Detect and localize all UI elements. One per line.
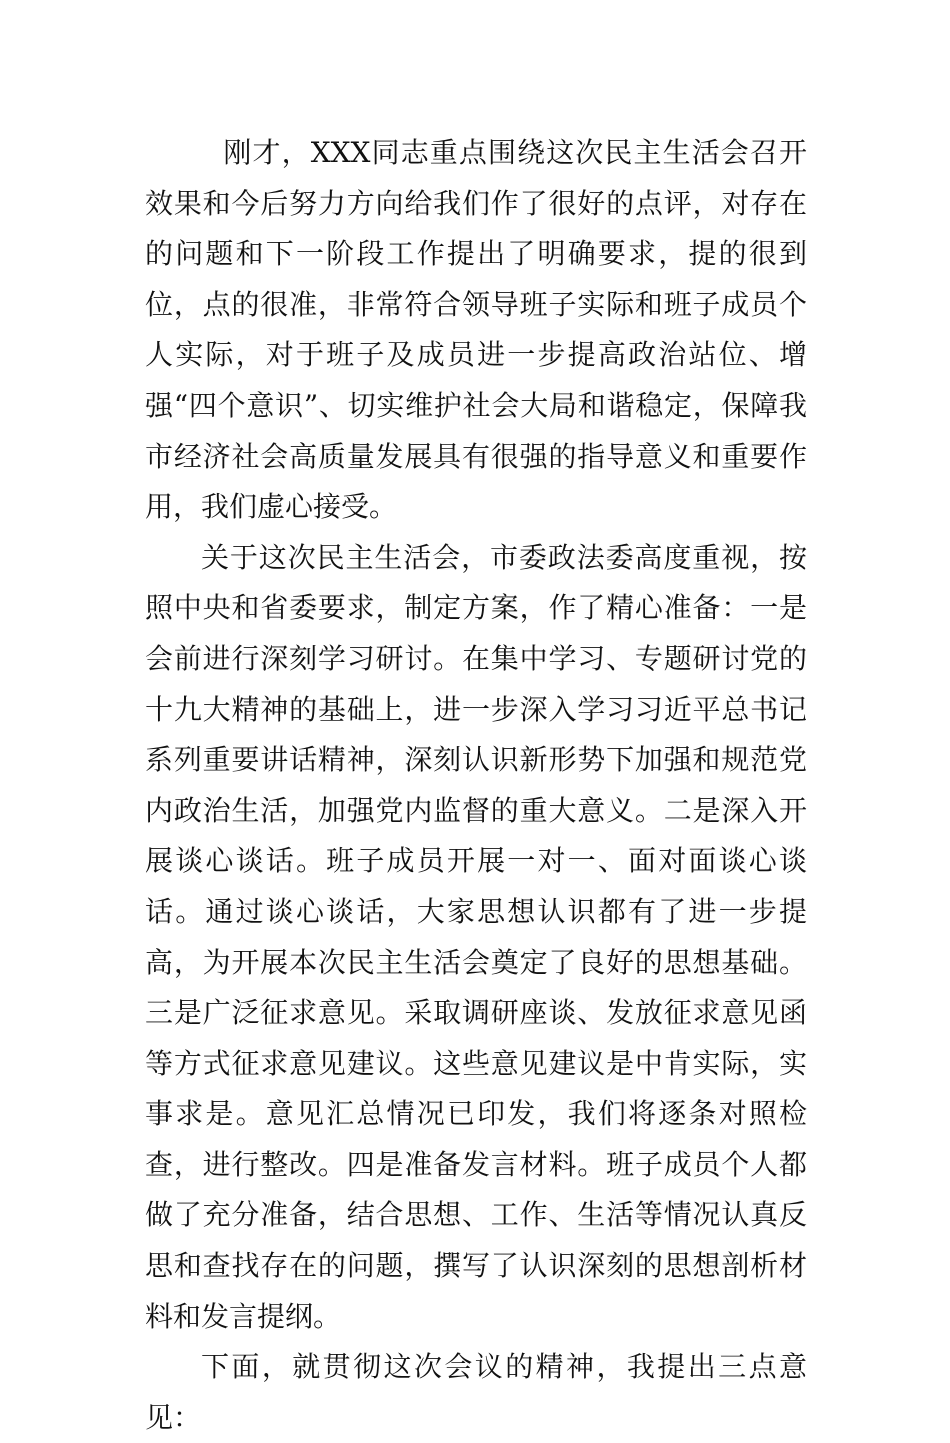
paragraph-review-acceptance: 刚才，XXX同志重点围绕这次民主生活会召开效果和今后努力方向给我们作了很好的点评，对存在的问题和下一阶段工作提出了明确要求，提的很到位，点的很准，非常符合领导班子实际和班子成员个人实际，对于班子及成员进一步提高政治站位、增强“四个意识”、切实维护社会大局和谐稳定，保障我市经济社会高质量发展具有很强的指导意义和重要作用，我们虚心接受。	[145, 136, 807, 524]
document-body	[145, 128, 807, 1443]
paragraph-three-opinions-intro: 下面，就贯彻这次会议的精神，我提出三点意见：	[145, 1350, 807, 1434]
paragraph-meeting-preparation: 关于这次民主生活会，市委政法委高度重视，按照中央和省委要求，制定方案，作了精心准备：一是会前进行深刻学习研讨。在集中学习、专题研讨党的十九大精神的基础上，进一步深入学习习近平总书记系列重要讲话精神，深刻认识新形势下加强和规范党内政治生活，加强党内监督的重大意义。二是深入开展谈心谈话。班子成员开展一对一、面对面谈心谈话。通过谈心谈话，大家思想认识都有了进一步提高，为开展本次民主生活会奠定了良好的思想基础。三是广泛征求意见。采取调研座谈、发放征求意见函等方式征求意见建议。这些意见建议是中肯实际，实事求是。意见汇总情况已印发，我们将逐条对照检查，进行整改。四是准备发言材料。班子成员个人都做了充分准备，结合思想、工作、生活等情况认真反思和查找存在的问题，撰写了认识深刻的思想剖析材料和发言提纲。	[145, 540, 807, 1333]
